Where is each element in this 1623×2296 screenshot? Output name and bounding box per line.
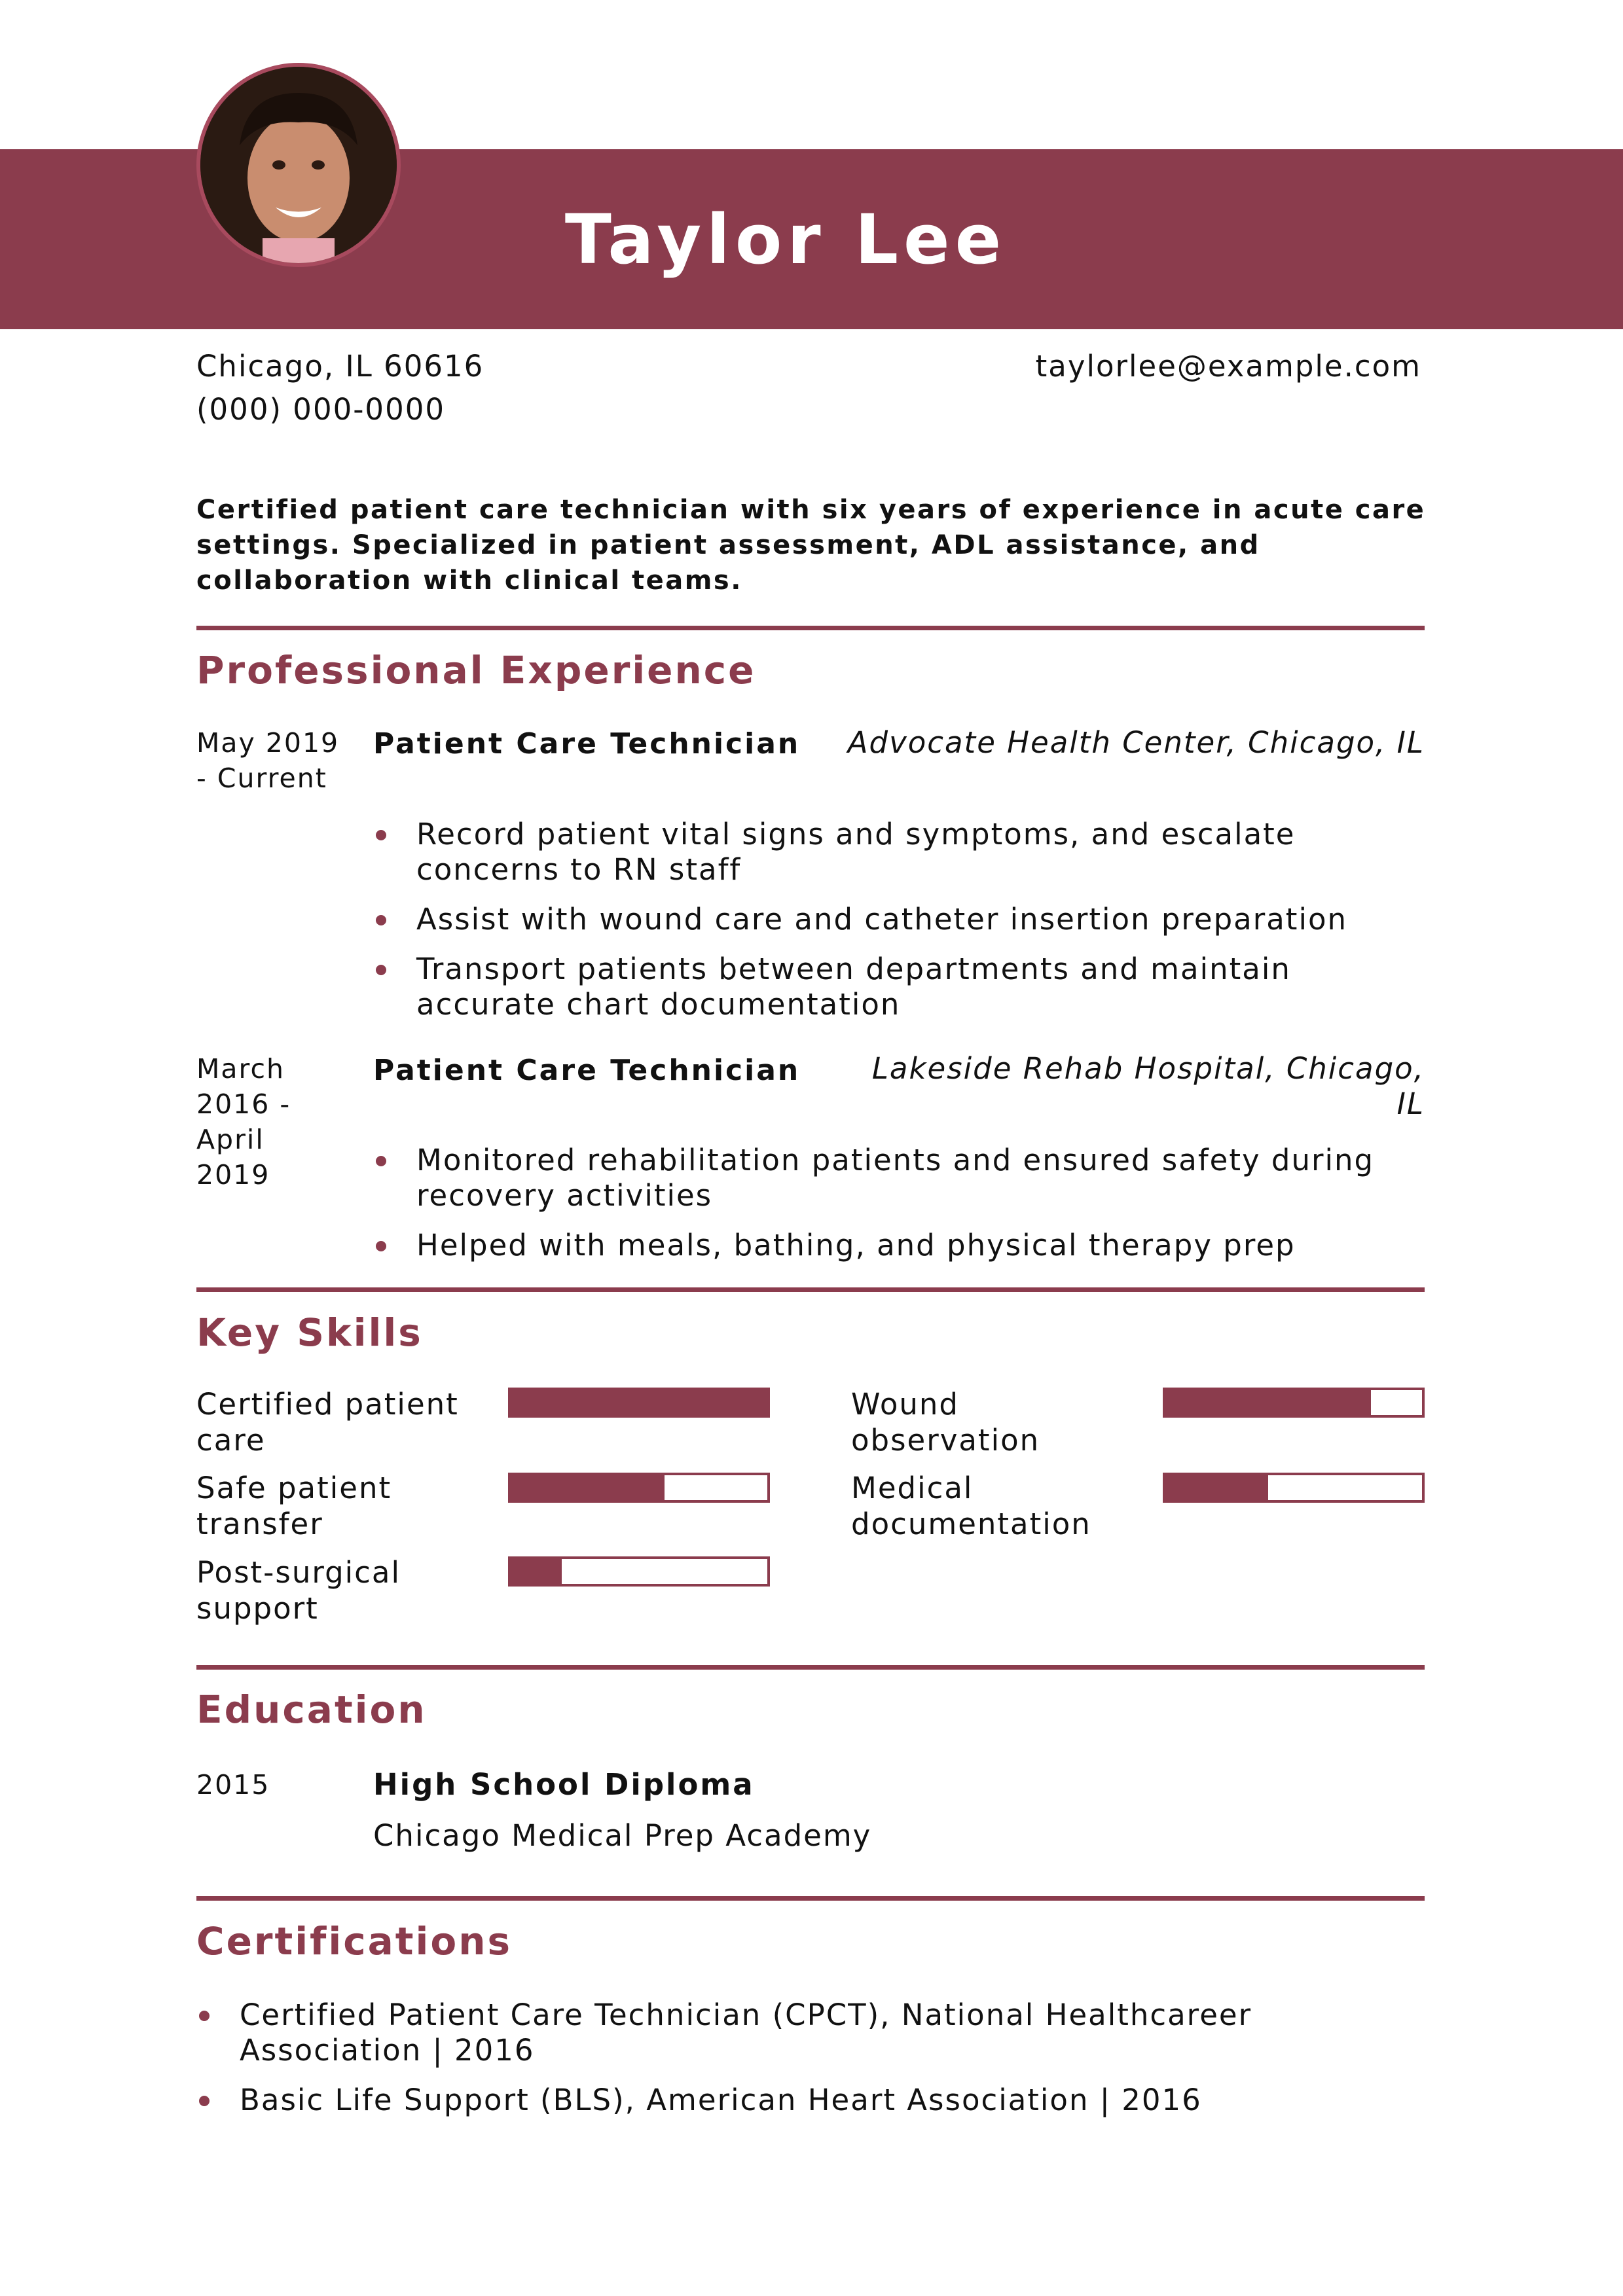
- bullet-text: Transport patients between departments and maintain accurate chart documentation: [416, 952, 1291, 1022]
- bullet-icon: [376, 965, 386, 975]
- job-bullets: [373, 1143, 1427, 1263]
- job-company: Lakeside Rehab Hospital, Chicago, IL: [871, 1051, 1425, 1121]
- certification-list: [196, 1998, 1414, 2132]
- section-divider: [196, 1896, 1425, 1901]
- job-company: Advocate Health Center, Chicago, IL: [847, 725, 1425, 760]
- bullet-text: Record patient vital signs and symptoms, and escalate concerns to RN staff: [416, 817, 1296, 887]
- section-divider: [196, 626, 1425, 630]
- list-item: [373, 817, 1427, 888]
- section-divider: [196, 1287, 1425, 1292]
- bullet-icon: [376, 1241, 386, 1251]
- skill-label: Post-surgical support: [196, 1555, 401, 1626]
- skill-bar: [508, 1473, 770, 1503]
- job-date: May 2019 - Current: [196, 727, 340, 794]
- list-item: [373, 952, 1427, 1022]
- skill-label: Wound observation: [851, 1387, 1040, 1458]
- bullet-icon: [199, 2011, 210, 2021]
- list-item: [196, 1998, 1414, 2068]
- bullet-text: Assist with wound care and catheter insertion preparation: [416, 902, 1348, 937]
- certification-text: Certified Patient Care Technician (CPCT), National Healthcareer Association | 2016: [240, 1998, 1252, 2068]
- skill-bar: [1163, 1473, 1425, 1503]
- skill-bar-fill: [511, 1559, 562, 1584]
- list-item: [196, 2083, 1414, 2118]
- contact-location: Chicago, IL 60616: [196, 349, 484, 384]
- certification-text: Basic Life Support (BLS), American Heart Association | 2016: [240, 2083, 1202, 2117]
- skill-bar-fill: [1165, 1390, 1371, 1415]
- bullet-text: Monitored rehabilitation patients and ensured safety during recovery activities: [416, 1143, 1375, 1213]
- skill-bar: [1163, 1388, 1425, 1418]
- contact-email[interactable]: taylorlee@example.com: [1035, 349, 1421, 384]
- skill-bar: [508, 1388, 770, 1418]
- skill-bar-fill: [511, 1475, 665, 1500]
- job-title: Patient Care Technician: [373, 1054, 801, 1087]
- section-title-education: Education: [196, 1687, 427, 1732]
- profile-photo-icon: [200, 67, 397, 263]
- professional-summary: Certified patient care technician with six years of experience in acute care settings. Specialized in patient assessment, ADL assistance, and collaboration with clinical teams.: [196, 495, 1426, 596]
- education-year: 2015: [196, 1769, 270, 1801]
- list-item: [373, 1143, 1427, 1213]
- section-divider: [196, 1665, 1425, 1670]
- job-title: Patient Care Technician: [373, 727, 801, 761]
- section-title-skills: Key Skills: [196, 1310, 423, 1355]
- skill-bar-fill: [1165, 1475, 1268, 1500]
- list-item: [373, 1228, 1427, 1263]
- skill-label: Safe patient transfer: [196, 1471, 392, 1541]
- bullet-icon: [376, 1156, 386, 1166]
- bullet-text: Helped with meals, bathing, and physical therapy prep: [416, 1228, 1296, 1263]
- skill-bar-fill: [511, 1390, 767, 1415]
- bullet-icon: [376, 830, 386, 840]
- bullet-icon: [376, 915, 386, 925]
- education-degree: High School Diploma: [373, 1767, 755, 1802]
- skill-label: Medical documentation: [851, 1471, 1091, 1541]
- job-bullets: [373, 817, 1427, 1022]
- skill-label: Certified patient care: [196, 1387, 459, 1458]
- list-item: [373, 902, 1427, 937]
- job-date: March 2016 - April 2019: [196, 1053, 291, 1191]
- candidate-name-text: Taylor Lee: [564, 199, 1007, 279]
- bullet-icon: [199, 2096, 210, 2106]
- skill-bar: [508, 1556, 770, 1587]
- section-title-experience: Professional Experience: [196, 648, 756, 692]
- contact-phone: (000) 000-0000: [196, 392, 445, 427]
- profile-photo: [196, 63, 401, 267]
- section-title-certifications: Certifications: [196, 1919, 513, 1964]
- education-school: Chicago Medical Prep Academy: [373, 1818, 872, 1853]
